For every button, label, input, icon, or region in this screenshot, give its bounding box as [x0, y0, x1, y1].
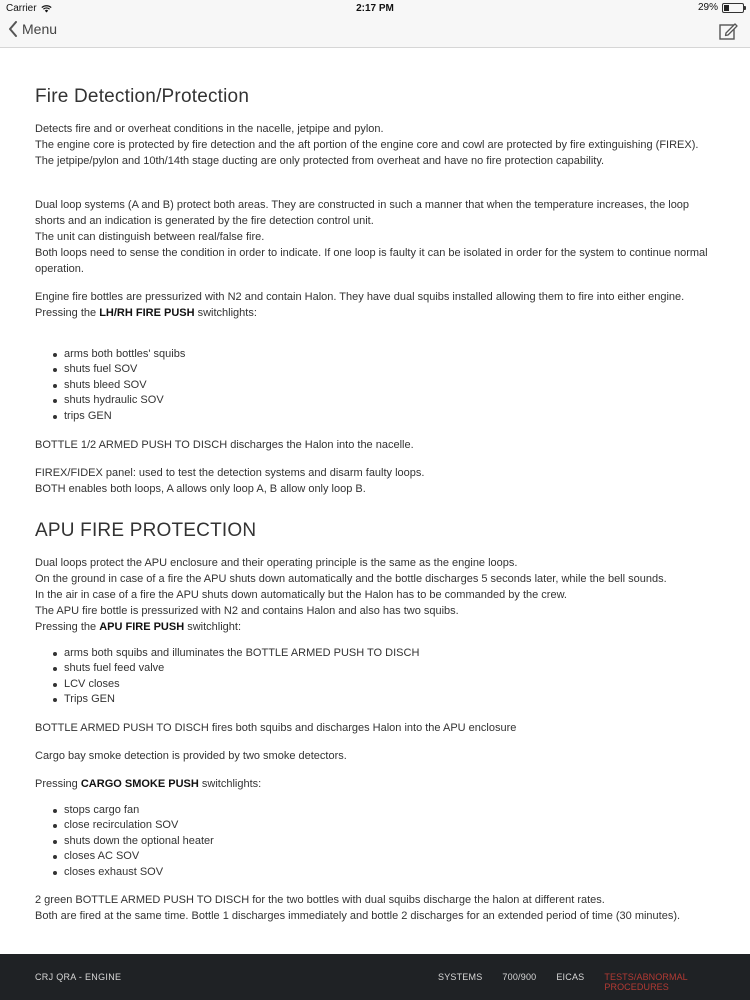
text-line: Both loops need to sense the condition in order to indicate. If one loop is faulty it can be isolated in order for the system to continue normal operation. — [35, 247, 708, 275]
footer-link-eicas[interactable]: EICAS — [556, 972, 585, 982]
text-span: switchlights: — [194, 307, 257, 319]
list-item: closes AC SOV — [64, 849, 720, 864]
apu-fire-push-label: APU FIRE PUSH — [99, 621, 185, 633]
apu-fire-push-list — [35, 646, 720, 708]
paragraph-fire-bottles — [35, 289, 720, 321]
text-line: 2 green BOTTLE ARMED PUSH TO DISCH for the two bottles with dual squibs discharge the halon at different rates. — [35, 894, 605, 906]
list-item: arms both bottles' squibs — [64, 347, 720, 362]
paragraph-apu-loops — [35, 555, 720, 635]
list-item: trips GEN — [64, 409, 720, 424]
paragraph-bottle-discharge — [35, 437, 720, 453]
footer-title: CRJ QRA - ENGINE — [35, 972, 122, 982]
carrier-label: Carrier — [6, 3, 37, 14]
list-item: shuts hydraulic SOV — [64, 393, 720, 408]
paragraph-detection — [35, 121, 720, 169]
list-item: Trips GEN — [64, 692, 720, 707]
text-line: Dual loops protect the APU enclosure and their operating principle is the same as the engine loops. — [35, 557, 518, 569]
paragraph-green-bottles — [35, 892, 720, 924]
section-title-fire-detection: Fire Detection/Protection — [35, 86, 250, 107]
paragraph-apu-bottle-discharge — [35, 720, 720, 736]
pressing-apu-fire-push-line — [35, 619, 720, 635]
paragraph-dual-loop — [35, 197, 720, 277]
edit-note-icon[interactable] — [718, 21, 738, 41]
text-line: On the ground in case of a fire the APU shuts down automatically and the bottle discharges 5 seconds later, while the bell sounds. — [35, 573, 667, 585]
section-title-apu-fire: APU FIRE PROTECTION — [35, 520, 257, 541]
text-line: Both are fired at the same time. Bottle 1 discharges immediately and bottle 2 discharges for an extended period of time (30 minutes). — [35, 910, 681, 922]
text-span: switchlight: — [184, 621, 242, 633]
text-line: BOTTLE ARMED PUSH TO DISCH fires both squibs and discharges Halon into the APU enclosure — [35, 722, 517, 734]
battery-percent: 29% — [697, 2, 718, 13]
paragraph-cargo-push — [35, 776, 720, 792]
footer-bar — [0, 954, 750, 1000]
status-bar — [0, 0, 750, 16]
text-line: The APU fire bottle is pressurized with N2 and contains Halon and also has two squibs. — [35, 605, 459, 617]
fire-push-list — [35, 347, 720, 424]
list-item: closes exhaust SOV — [64, 865, 720, 880]
text-line: Engine fire bottles are pressurized with N2 and contain Halon. They have dual squibs installed allowing them to fire into either engine. — [35, 291, 685, 303]
text-span: Pressing — [35, 778, 81, 790]
text-line: Dual loop systems (A and B) protect both areas. They are constructed in such a manner that when the temperature increases, the loop shorts and an indication is generated by the fire detection control unit. — [35, 199, 690, 227]
footer-links — [438, 972, 750, 992]
text-line: BOTTLE 1/2 ARMED PUSH TO DISCH discharges the Halon into the nacelle. — [35, 439, 414, 451]
navigation-bar — [0, 16, 750, 48]
list-item: stops cargo fan — [64, 803, 720, 818]
list-item: shuts bleed SOV — [64, 378, 720, 393]
battery-indicator — [698, 2, 744, 13]
text-line: Cargo bay smoke detection is provided by two smoke detectors. — [35, 750, 347, 762]
text-line: In the air in case of a fire the APU shuts down automatically but the Halon has to be commanded by the crew. — [35, 589, 567, 601]
menu-back-button[interactable] — [8, 21, 57, 37]
paragraph-cargo-smoke — [35, 748, 720, 764]
list-item: shuts fuel SOV — [64, 362, 720, 377]
cargo-smoke-push-label: CARGO SMOKE PUSH — [80, 778, 199, 790]
text-span: switchlights: — [198, 778, 262, 790]
footer-link-systems[interactable]: SYSTEMS — [438, 972, 483, 982]
pressing-fire-push-line — [35, 305, 720, 321]
text-line: The unit can distinguish between real/false fire. — [35, 231, 265, 243]
text-span: Pressing the — [35, 621, 100, 633]
menu-back-label: Menu — [22, 21, 58, 37]
text-span: Pressing the — [35, 307, 100, 319]
text-line: The engine core is protected by fire detection and the aft portion of the engine core and cowl are protected by fire extinguishing (FIREX). — [35, 139, 699, 151]
battery-icon — [722, 3, 744, 13]
list-item: close recirculation SOV — [64, 818, 720, 833]
pressing-cargo-smoke-line — [35, 776, 720, 792]
footer-link-700-900[interactable]: 700/900 — [502, 972, 537, 982]
chevron-left-icon — [8, 21, 18, 37]
list-item: arms both squibs and illuminates the BOTTLE ARMED PUSH TO DISCH — [64, 646, 720, 661]
content-area — [0, 48, 750, 954]
list-item: shuts fuel feed valve — [64, 661, 720, 676]
text-line: BOTH enables both loops, A allows only loop A, B allow only loop B. — [35, 483, 366, 495]
text-line: FIREX/FIDEX panel: used to test the detection systems and disarm faulty loops. — [35, 467, 425, 479]
text-line: The jetpipe/pylon and 10th/14th stage ducting are only protected from overheat and have no fire protection capability. — [35, 155, 605, 167]
footer-link-tests-abnormal[interactable]: TESTS/ABNORMAL PROCEDURES — [604, 972, 688, 992]
text-line: Detects fire and or overheat conditions in the nacelle, jetpipe and pylon. — [35, 123, 384, 135]
clock: 2:17 PM — [356, 3, 394, 14]
list-item: shuts down the optional heater — [64, 834, 720, 849]
cargo-smoke-list — [35, 803, 720, 880]
list-item: LCV closes — [64, 677, 720, 692]
lhrh-fire-push-label: LH/RH FIRE PUSH — [99, 307, 195, 319]
paragraph-firex-panel — [35, 465, 720, 497]
